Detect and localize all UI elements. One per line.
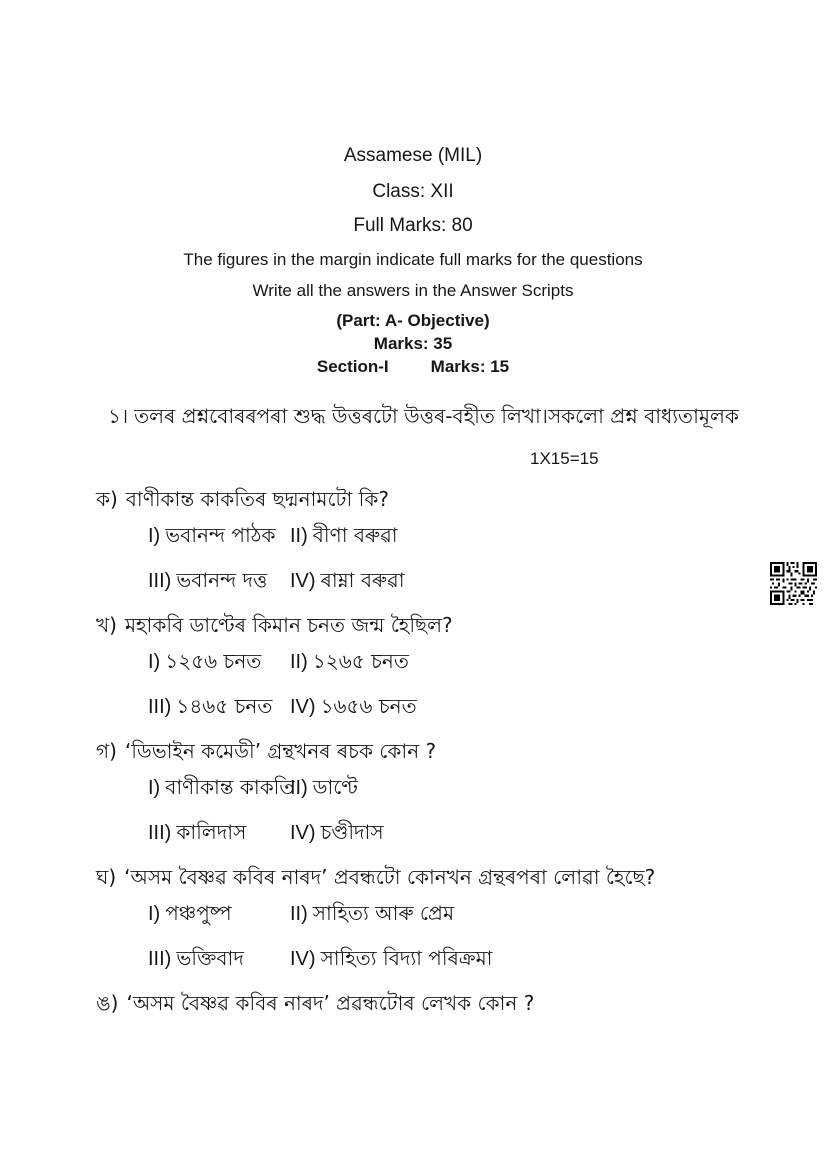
option-number: IV) bbox=[290, 822, 316, 844]
sub-question-label: খ) bbox=[96, 613, 117, 637]
sub-question-gha bbox=[96, 864, 756, 973]
option-2 bbox=[290, 900, 756, 928]
option-4 bbox=[290, 567, 756, 595]
option-text: চণ্ডীদাস bbox=[320, 820, 384, 844]
section-heading bbox=[0, 357, 826, 377]
option-text: ভবানন্দ পাঠক bbox=[165, 523, 276, 547]
option-2 bbox=[290, 522, 756, 550]
sub-question-text bbox=[96, 738, 756, 765]
option-text: পঞ্চপুষ্প bbox=[165, 901, 232, 925]
sub-question-kha bbox=[96, 612, 756, 721]
option-3 bbox=[148, 945, 290, 973]
option-text: ১২৬৫ চনত bbox=[312, 649, 409, 673]
option-number: II) bbox=[290, 903, 308, 925]
option-text: ৰাম্না বৰুৱা bbox=[320, 568, 405, 592]
option-text: ১৪৬৫ চনত bbox=[176, 694, 273, 718]
option-text: সাহিত্য বিদ্যা পৰিক্ৰমা bbox=[320, 946, 493, 970]
option-text: কালিদাস bbox=[176, 820, 247, 844]
section-marks: Marks: 15 bbox=[430, 357, 510, 376]
sub-question-nga bbox=[96, 990, 756, 1017]
options-grid bbox=[148, 900, 756, 973]
class-line: Class: XII bbox=[372, 181, 454, 202]
option-number: III) bbox=[148, 948, 172, 970]
option-text: ভক্তিবাদ bbox=[176, 946, 244, 970]
options-grid bbox=[148, 648, 756, 721]
part-marks: Marks: 35 bbox=[373, 334, 453, 353]
option-text: বাণীকান্ত কাকতি bbox=[165, 775, 295, 799]
option-number: II) bbox=[290, 525, 308, 547]
sub-question-ka bbox=[96, 486, 756, 595]
option-3 bbox=[148, 693, 290, 721]
option-3 bbox=[148, 567, 290, 595]
sub-question-body: বাণীকান্ত কাকতিৰ ছদ্মনামটো কি? bbox=[125, 487, 389, 511]
sub-question-ga bbox=[96, 738, 756, 847]
question-1-text: তলৰ প্ৰশ্নবোৰৰপৰা শুদ্ধ উত্তৰটো উত্তৰ-বহীত লিখা।সকলো প্ৰশ্ন বাধ্যতামূলক bbox=[134, 404, 739, 428]
option-number: III) bbox=[148, 822, 172, 844]
sub-question-label: গ) bbox=[96, 739, 117, 763]
option-text: ১২৫৬ চনত bbox=[165, 649, 262, 673]
option-number: I) bbox=[148, 525, 161, 547]
option-number: I) bbox=[148, 651, 161, 673]
option-1 bbox=[148, 900, 290, 928]
sub-question-body: ‘ডিভাইন কমেডী’ গ্ৰন্থখনৰ ৰচক কোন ? bbox=[124, 739, 437, 763]
part-heading: (Part: A- Objective) bbox=[336, 311, 490, 330]
section-label: Section-I bbox=[316, 357, 389, 376]
options-grid bbox=[148, 774, 756, 847]
option-4 bbox=[290, 819, 756, 847]
option-text: ডাণ্টে bbox=[312, 775, 358, 799]
option-3 bbox=[148, 819, 290, 847]
sub-question-text bbox=[96, 864, 756, 891]
option-4 bbox=[290, 945, 756, 973]
option-number: III) bbox=[148, 696, 172, 718]
question-1 bbox=[96, 403, 756, 429]
sub-question-label: ক) bbox=[96, 487, 118, 511]
marks-scheme: 1X15=15 bbox=[530, 449, 599, 468]
questions-area bbox=[0, 403, 826, 1017]
question-1-number: ১। bbox=[108, 404, 129, 428]
option-number: IV) bbox=[290, 570, 316, 592]
option-text: ভবানন্দ দত্ত bbox=[176, 568, 268, 592]
options-grid bbox=[148, 522, 756, 595]
option-4 bbox=[290, 693, 756, 721]
sub-question-text bbox=[96, 486, 756, 513]
sub-question-body: মহাকবি ডাণ্টেৰ কিমান চনত জন্ম হৈছিল? bbox=[124, 613, 453, 637]
instruction-margin-figures: The figures in the margin indicate full marks for the questions bbox=[183, 250, 643, 269]
option-text: ১৬৫৬ চনত bbox=[320, 694, 417, 718]
option-2 bbox=[290, 774, 756, 802]
sub-question-body: ‘অসম বৈষ্ণৱ কবিৰ নাৰদ’ প্ৰৱন্ধটোৰ লেখক কোন ? bbox=[126, 991, 535, 1015]
option-number: I) bbox=[148, 903, 161, 925]
option-2 bbox=[290, 648, 756, 676]
instruction-answer-scripts: Write all the answers in the Answer Scripts bbox=[252, 281, 574, 300]
option-text: সাহিত্য আৰু প্ৰেম bbox=[312, 901, 455, 925]
sub-question-label: ঙ) bbox=[96, 991, 119, 1015]
option-number: I) bbox=[148, 777, 161, 799]
option-1 bbox=[148, 648, 290, 676]
option-number: II) bbox=[290, 777, 308, 799]
paper-title: Assamese (MIL) bbox=[343, 145, 483, 166]
sub-question-text bbox=[96, 990, 756, 1017]
option-number: IV) bbox=[290, 948, 316, 970]
option-1 bbox=[148, 522, 290, 550]
option-number: II) bbox=[290, 651, 308, 673]
option-1 bbox=[148, 774, 295, 802]
option-text: বীণা বৰুৱা bbox=[312, 523, 398, 547]
option-number: IV) bbox=[290, 696, 316, 718]
full-marks-line: Full Marks: 80 bbox=[353, 215, 473, 236]
paper-header bbox=[0, 0, 826, 377]
qr-code bbox=[770, 562, 817, 605]
sub-question-label: ঘ) bbox=[96, 865, 117, 889]
option-number: III) bbox=[148, 570, 172, 592]
sub-question-text bbox=[96, 612, 756, 639]
sub-question-body: ‘অসম বৈষ্ণৱ কবিৰ নাৰদ’ প্ৰবন্ধটো কোনখন গ্ৰন্থৰপৰা লোৱা হৈছে? bbox=[124, 865, 656, 889]
